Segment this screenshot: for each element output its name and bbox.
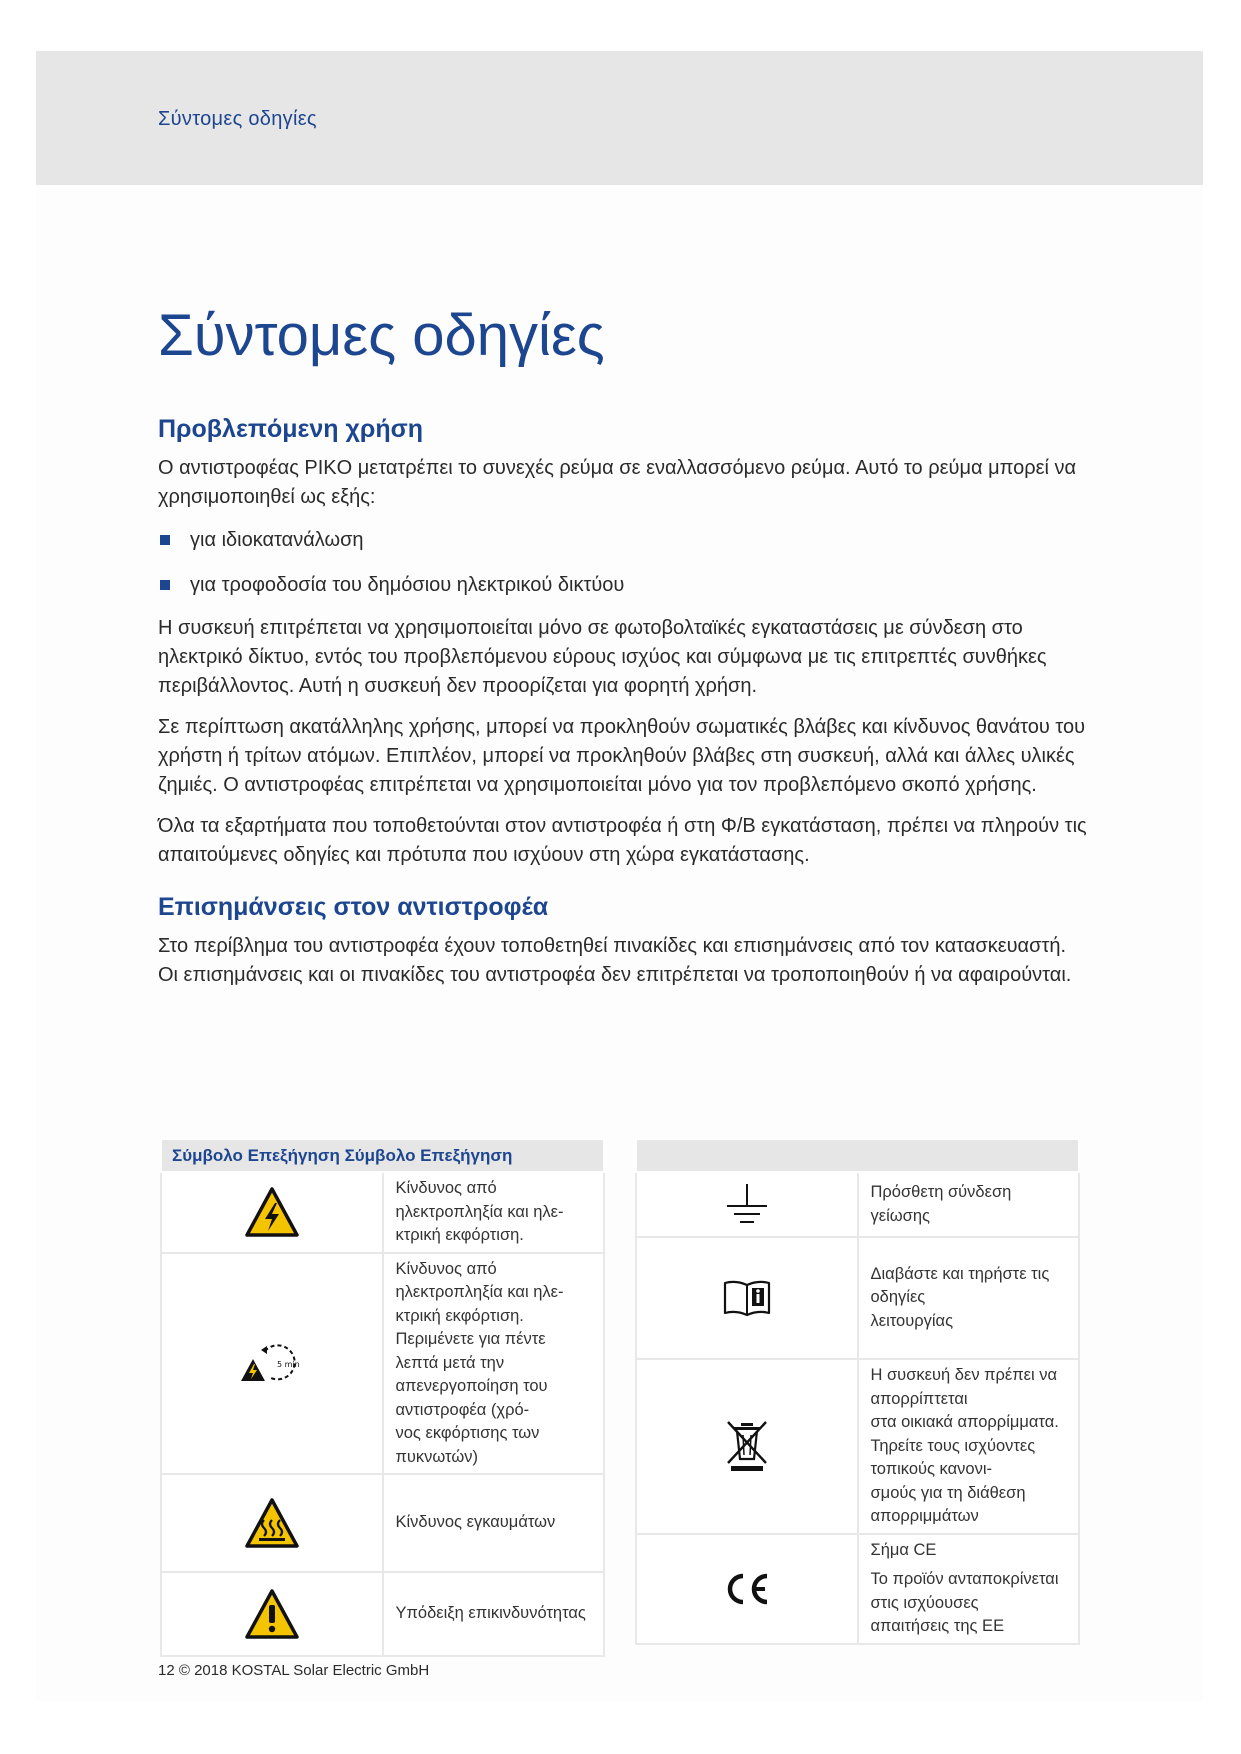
intended-use-paragraph: Η συσκευή επιτρέπεται να χρησιμοποιείται μόνο σε φωτοβολταϊκές εγκαταστάσεις με σύνδεση στο ηλεκτρικό δίκτυο, εντός του προβλεπόμενου εύρους ισχύος και σύμφωνα με τις επιτρεπτές συνθήκες περιβάλλοντος. Αυτή η συσκευή δεν προορίζεται για φορητή χρήση. — [158, 617, 1047, 697]
explanation-text: Υπόδειξη επικινδυνότητας — [383, 1572, 605, 1656]
table-header: Σύμβολο Επεξήγηση Σύμβολο Επεξήγηση — [161, 1139, 604, 1172]
table-header-empty — [636, 1139, 1079, 1172]
page-footer: 12 © 2018 KOSTAL Solar Electric GmbH — [158, 1662, 430, 1679]
ground-connection-icon — [723, 1182, 771, 1228]
bullet-square-icon — [160, 580, 170, 590]
intended-use-heading: Προβλεπόμενη χρήση — [158, 415, 424, 443]
general-warning-icon — [244, 1588, 300, 1640]
electric-shock-warning-icon — [244, 1186, 300, 1238]
table-row — [161, 1572, 604, 1656]
crossed-bin-icon — [723, 1419, 771, 1473]
explanation-text: Πρόσθετη σύνδεση γείωσης — [858, 1172, 1080, 1237]
intended-use-intro: Ο αντιστροφέας PIKO μετατρέπει το συνεχές ρεύμα σε εναλλασσόμενο ρεύμα. Αυτό το ρεύμα μπορεί να χρησιμοποιηθεί ως εξής: — [158, 457, 1077, 508]
hot-surface-warning-icon — [244, 1497, 300, 1549]
table-row — [636, 1172, 1079, 1237]
list-item: για ιδιοκατανάλωση — [158, 526, 1088, 555]
symbols-table-right — [635, 1138, 1080, 1645]
table-row — [636, 1237, 1079, 1359]
explanation-text: Κίνδυνος από ηλεκτροπληξία και ηλε- κτρική εκφόρτιση. — [383, 1172, 605, 1253]
svg-text:5 min: 5 min — [276, 1360, 300, 1370]
table-row — [636, 1359, 1079, 1534]
intended-use-paragraph: Όλα τα εξαρτήματα που τοποθετούνται στον αντιστροφέα ή στη Φ/Β εγκατάσταση, πρέπει να πληρούν τις απαιτούμενες οδηγίες και πρότυπα που ισχύουν στη χώρα εγκατάστασης. — [158, 815, 1087, 866]
table-row — [161, 1474, 604, 1572]
table-row — [161, 1253, 604, 1475]
explanation-text: Σήμα CE Το προϊόν ανταποκρίνεται στις ισχύουσες απαιτήσεις της ΕΕ — [858, 1534, 1080, 1644]
inverter-labels-heading: Επισημάνσεις στον αντιστροφέα — [158, 893, 549, 921]
explanation-text: Διαβάστε και τηρήστε τις οδηγίες λειτουργίας — [858, 1237, 1080, 1359]
symbols-table-left — [160, 1138, 605, 1657]
inverter-labels-paragraph: Στο περίβλημα του αντιστροφέα έχουν τοποθετηθεί πινακίδες και επισημάνσεις από τον κατασκευαστή. — [158, 935, 1067, 957]
page-title: Σύντομες οδηγίες — [158, 303, 605, 368]
list-item: για τροφοδοσία του δημόσιου ηλεκτρικού δικτύου — [158, 571, 1088, 600]
discharge-time-5min-icon — [239, 1337, 305, 1389]
inverter-labels-paragraph: Οι επισημάνσεις και οι πινακίδες του αντιστροφέα δεν επιτρέπεται να τροποποιηθούν ή να αφαιρούνται. — [158, 964, 1072, 986]
ce-mark-icon — [722, 1571, 772, 1607]
explanation-text: Κίνδυνος εγκαυμάτων — [383, 1474, 605, 1572]
explanation-text: Η συσκευή δεν πρέπει να απορρίπτεται στα οικιακά απορρίμματα. Τηρείτε τους ισχύοντες τοπικούς κανονι- σμούς για τη διάθεση απορριμμάτων — [858, 1359, 1080, 1534]
read-manual-icon — [722, 1278, 772, 1318]
bullet-square-icon — [160, 535, 170, 545]
explanation-text: Κίνδυνος από ηλεκτροπληξία και ηλε- κτρική εκφόρτιση. Περιμένετε για πέντε λεπτά μετά την απενεργοποίηση του αντιστροφέα (χρό- νος εκφόρτισης των πυκνωτών) — [383, 1253, 605, 1475]
running-header: Σύντομες οδηγίες — [158, 108, 317, 130]
intended-use-paragraph: Σε περίπτωση ακατάλληλης χρήσης, μπορεί να προκληθούν σωματικές βλάβες και κίνδυνος θανάτου του χρήστη ή τρίτων ατόμων. Επιπλέον, μπορεί να προκληθούν βλάβες στη συσκευή, αλλά και άλλες υλικές ζημιές. Ο αντιστροφέας επιτρέπεται να χρησιμοποιείται μόνο για τον προβλεπόμενο σκοπό χρήσης. — [158, 716, 1086, 796]
table-row — [161, 1172, 604, 1253]
main-content — [158, 300, 1088, 990]
table-row — [636, 1534, 1079, 1644]
intended-use-list — [158, 526, 1088, 600]
